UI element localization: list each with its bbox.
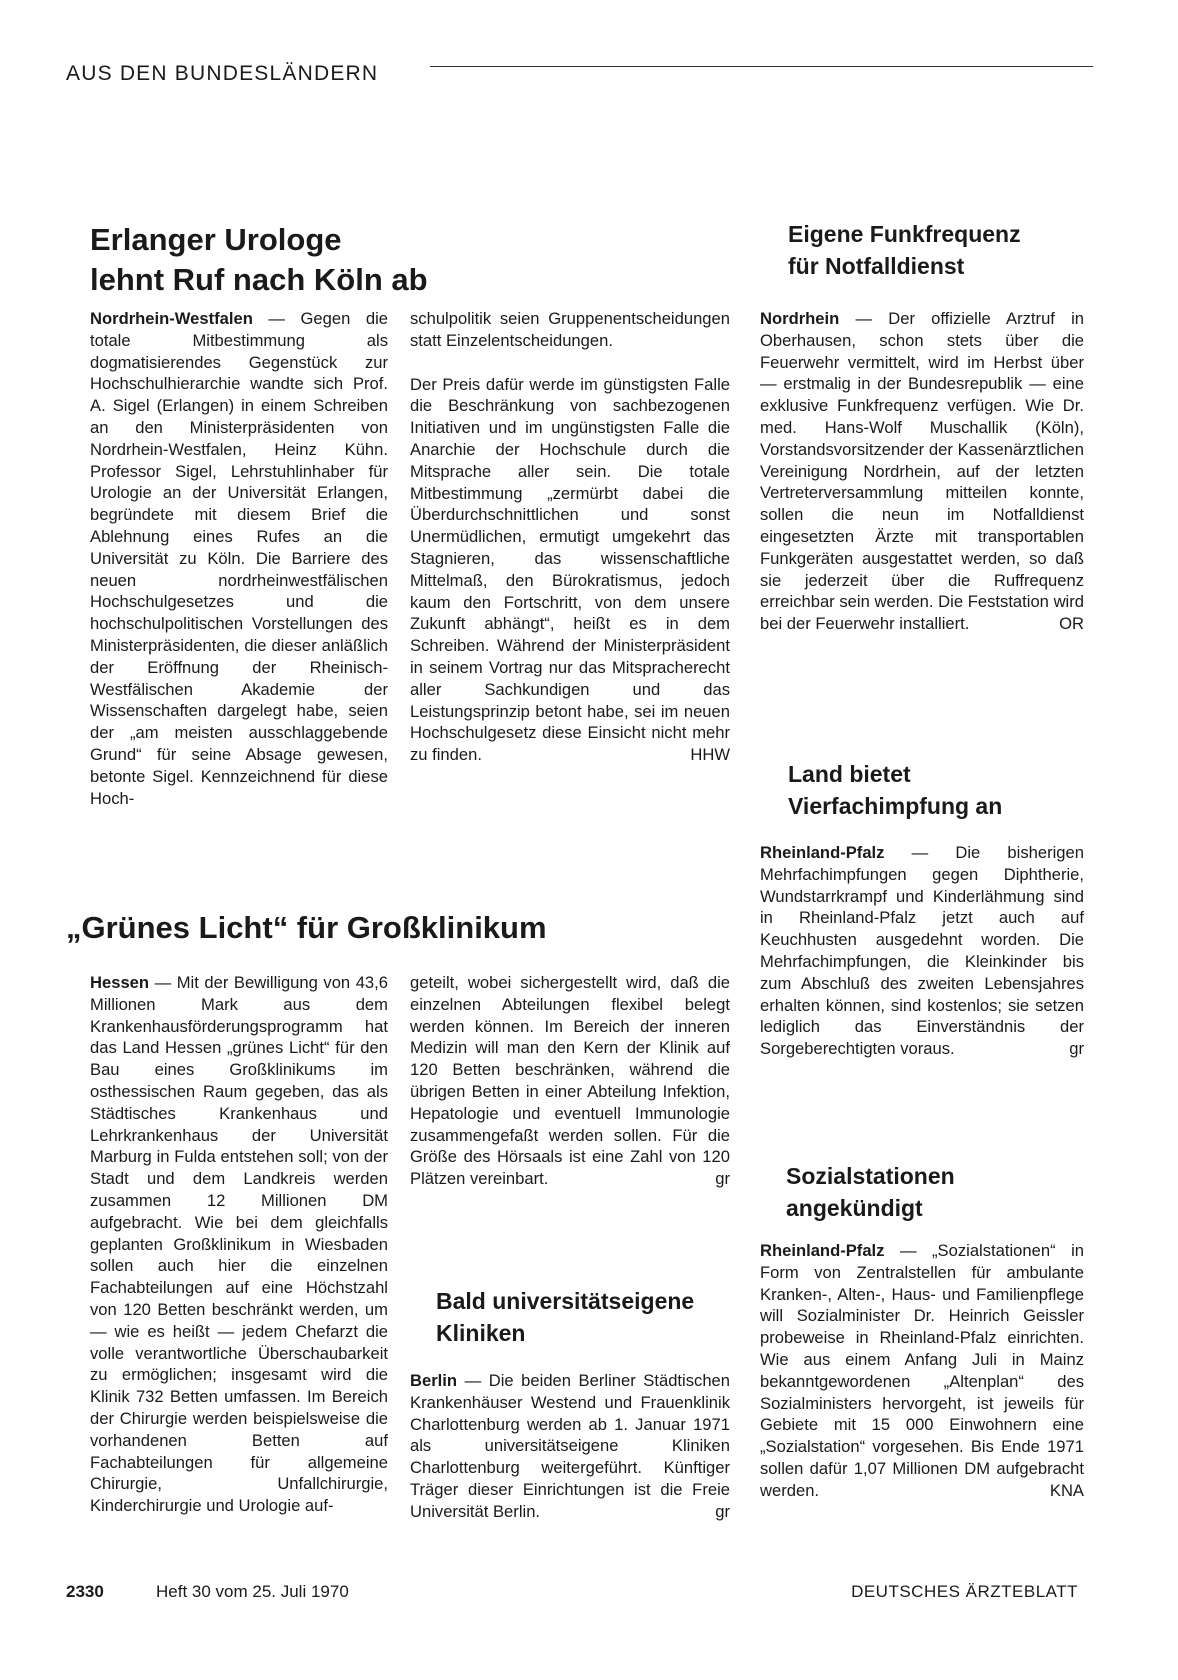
article-body xyxy=(410,1370,730,1523)
author-initials: KNA xyxy=(1049,1480,1084,1500)
article-text: — Die bisherigen Mehrfachimpfungen gegen Diphtherie, Wundstarrkrampf und Kinderlähmung sind in Rheinland-Pfalz jetzt auch auf Keuchhusten ausgedehnt worden. Die Mehrfachimpfungen, die Kleinkinder bis zum Abschluß des zweiten Lebensjahres erhalten können, sind kostenlos; sie setzen lediglich das Einverständnis der Sorgeberechtigten voraus. xyxy=(760,843,1084,1059)
article-body xyxy=(760,1240,1084,1502)
author-initials: HHW xyxy=(690,745,730,765)
article-dateline: Rheinland-Pfalz xyxy=(760,843,885,862)
article-title-line2: Vierfachimpfung an xyxy=(788,793,1003,819)
article-text: — Mit der Bewilligung von 43,6 Millionen Mark aus dem Krankenhausförderungsprogramm hat das Land Hessen „grünes Licht“ für den Bau eines Großklinikums im osthessischen Raum gegeben, das als Städtisches Krankenhaus und Lehrkrankenhaus der Universität Marburg in Fulda entstehen soll; von der Stadt und dem Landkreis werden zusammen 12 Millionen DM aufgebracht. Wie bei dem gleichfalls geplanten Großklinikum in Wiesbaden sollen auch hier die einzelnen Fachabteilungen auf eine Höchstzahl von 120 Betten beschränkt werden, um — wie es heißt — jedem Chefarzt die volle verantwortliche Überschaubarkeit zu ermöglichen; insgesamt wird die Klinik 732 Betten umfassen. Im Bereich der Chirurgie werden beispielsweise die vorhandenen Betten auf Fachabteilungen für allgemeine Chirurgie, Unfallchirurgie, Kinderchirurgie und Urologie auf- xyxy=(90,973,388,1516)
page-number: 2330 xyxy=(66,1582,104,1601)
author-initials: gr xyxy=(1069,1039,1084,1059)
article-column-1 xyxy=(90,308,388,809)
issue-info: Heft 30 vom 25. Juli 1970 xyxy=(156,1582,349,1601)
article-dateline: Nordrhein-Westfalen xyxy=(90,309,253,328)
section-rule xyxy=(430,66,1093,67)
article-title-line2: angekündigt xyxy=(786,1195,923,1221)
article-title: „Grünes Licht“ für Großklinikum xyxy=(66,910,547,945)
article-title-line1: Sozialstationen xyxy=(786,1163,955,1189)
article-dateline: Hessen xyxy=(90,973,150,992)
article-column-2 xyxy=(410,308,730,766)
article-dateline: Berlin xyxy=(410,1371,458,1390)
section-label: AUS DEN BUNDESLÄNDERN xyxy=(66,62,379,85)
article-paragraph: Der Preis dafür werde im günstigsten Falle die Beschränkung von sachbezogenen Initiativen und im ungünstigsten Falle die Anarchie der Hochschule durch die Mitsprache aller sein. Die totale Mitbestimmung „zermürbt dabei die Überdurchschnittlichen und sonst Unermüdlichen, ermutigt umgekehrt das Stagnieren, das wissenschaftliche Mittelmaß, den Bürokratismus, jedoch kaum den Fortschritt, von dem unsere Zukunft abhängt“, heißt es in dem Schreiben. Während der Ministerpräsident in seinem Vortrag nur das Mitspracherecht aller Sachkundigen und das Leistungsprinzip betont habe, sei im neuen Hochschulgesetz diese Einsicht nicht mehr zu finden. xyxy=(410,374,730,765)
article-dateline: Rheinland-Pfalz xyxy=(760,1241,885,1260)
journal-name: DEUTSCHES ÄRZTEBLATT xyxy=(851,1582,1078,1601)
article-text: — Die beiden Berliner Städtischen Krankenhäuser Westend und Frauenklinik Charlottenburg werden ab 1. Januar 1971 als universitätseigene Kliniken Charlottenburg weitergeführt. Künftiger Träger dieser Einrichtungen ist die Freie Universität Berlin. xyxy=(410,1371,730,1521)
article-text: — Der offizielle Arztruf in Oberhausen, schon stets über die Feuerwehr vermittelt, wird im Herbst über — erstmalig in der Bundesrepublik — eine exklusive Funkfrequenz verfügen. Wie Dr. med. Hans-Wolf Muschallik (Köln), Vorstandsvorsitzender der Kassenärztlichen Vereinigung Nordrhein, auf der letzten Vertreterversammlung mitteilen konnte, sollen die neun im Notfalldienst eingesetzten Ärzte mit transportablen Funkgeräten ausgestattet werden, so daß sie jederzeit über die Ruffrequenz erreichbar sein werden. Die Feststation wird bei der Feuerwehr installiert. xyxy=(760,309,1084,634)
article-title xyxy=(788,218,1021,282)
article-body xyxy=(760,842,1084,1060)
article-title xyxy=(788,758,1002,822)
article-title xyxy=(90,220,428,300)
article-title-line2: Kliniken xyxy=(436,1320,526,1346)
article-title-line1: Bald universitätseigene xyxy=(436,1288,695,1314)
author-initials: OR xyxy=(1059,614,1084,634)
article-paragraph: schulpolitik seien Gruppenentscheidungen statt Einzelentscheidungen. xyxy=(410,309,730,350)
article-column-1 xyxy=(90,972,388,1517)
article-title xyxy=(786,1160,955,1224)
article-title-line2: für Notfalldienst xyxy=(788,253,965,279)
article-text: — Gegen die totale Mitbestimmung als dogmatisierendes Gegenstück zur Hochschulhierarchie wandte sich Prof. A. Sigel (Erlangen) in einem Schreiben an den Ministerpräsidenten von Nordrhein-Westfalen, Heinz Kühn. Professor Sigel, Lehrstuhlinhaber für Urologie an der Universität Erlangen, begründete mit diesem Brief die Ablehnung eines Rufes an die Universität zu Köln. Die Barriere des neuen nordrheinwestfälischen Hochschulgesetzes und die hochschulpolitischen Vorstellungen des Ministerpräsidenten, die dieser anläßlich der Eröffnung der Rheinisch-Westfälischen Akademie der Wissenschaften dargelegt habe, seien der „am meisten ausschlaggebende Grund“ für seine Absage gewesen, betonte Sigel. Kennzeichnend für diese Hoch- xyxy=(90,309,388,808)
article-column-2 xyxy=(410,972,730,1190)
article-title xyxy=(436,1285,694,1349)
article-text: — „Sozialstationen“ in Form von Zentralstellen für ambulante Kranken-, Alten-, Haus- und Familienpflege will Sozialminister Dr. Heinrich Geissler probeweise in Rheinland-Pfalz einrichten. Wie aus einem Anfang Juli in Mainz bekanntgewordenen „Altenplan“ des Sozialministers hervorgeht, ist jeweils für Gebiete mit 15 000 Einwohnern eine „Sozialstation“ vorgesehen. Bis Ende 1971 sollen dafür 1,07 Millionen DM aufgebracht werden. xyxy=(760,1241,1084,1500)
article-text: geteilt, wobei sichergestellt wird, daß die einzelnen Abteilungen flexibel belegt werden können. Im Bereich der inneren Medizin will man den Kern der Klinik auf 120 Betten beschränken, während die übrigen Betten in einer Abteilung Infektion, Hepatologie und eventuell Immunologie zusammengefaßt werden sollen. Für die Größe des Hörsaals ist eine Zahl von 120 Plätzen vereinbart. xyxy=(410,973,730,1189)
article-body xyxy=(760,308,1084,635)
article-title-line2: lehnt Ruf nach Köln ab xyxy=(90,262,428,297)
article-title-line1: Erlanger Urologe xyxy=(90,222,342,257)
article-title-line1: Land bietet xyxy=(788,761,911,787)
article-dateline: Nordrhein xyxy=(760,309,840,328)
author-initials: gr xyxy=(715,1501,730,1521)
article-title-line1: Eigene Funkfrequenz xyxy=(788,221,1021,247)
author-initials: gr xyxy=(715,1169,730,1189)
